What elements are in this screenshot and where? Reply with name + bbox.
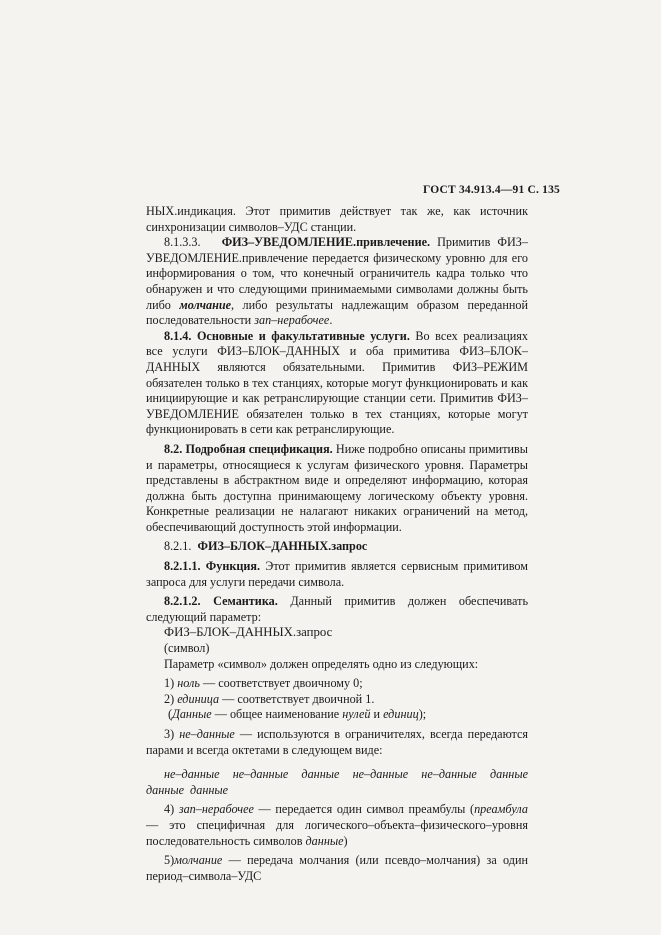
paragraph-text: Во всех реализациях все услуги ФИЗ–БЛОК–ДАННЫХ и оба примитива ФИЗ–БЛОК–ДАННЫХ являются обязательными. Примитив ФИЗ–РЕЖИМ обязателен только в тех станциях, которые могут функционировать и как инициирующие и как ретранслирующие станции сети. Примитив ФИЗ–УВЕДОМЛЕНИЕ обязателен только в тех станциях, которые могут функционировать в сети как ретранслирующие.	[146, 328, 528, 437]
paragraph-8-1-4	[146, 329, 528, 438]
list-term: единиц	[383, 707, 419, 722]
list-text: (	[168, 707, 173, 722]
list-text: — общее наименование	[211, 707, 343, 722]
section-title: ФИЗ–УВЕДОМЛЕНИЕ.привлечение.	[221, 235, 431, 250]
list-item-zero	[146, 676, 528, 692]
list-text: — соответствует двоичной 1.	[219, 691, 375, 706]
list-note	[146, 707, 528, 723]
list-item-one	[146, 692, 528, 708]
section-number: 8.1.3.3.	[164, 235, 201, 250]
term-idle: зап–нерабочее	[254, 313, 330, 328]
list-term: молчание	[174, 853, 223, 868]
paragraph-text: Ниже подробно описаны примитивы и параметры, относящиеся к услугам физического уровня. Параметры представлены в абстрактном виде и определяют информацию, которая должна быть доступна принимающему логическому объекту уровня. Конкретные реализации не налагают никаких ограничений на метод, обеспечивающий доступность этой информации.	[146, 441, 528, 534]
list-number: 3)	[164, 727, 180, 741]
paragraph-8-2-1-1	[146, 559, 528, 590]
primitive-name: ФИЗ–БЛОК–ДАННЫХ.запрос	[164, 625, 333, 640]
section-title: 8.2.1.1. Функция.	[164, 559, 261, 574]
document-body	[146, 204, 528, 884]
list-number: 2)	[164, 691, 178, 706]
heading-8-2-1	[146, 539, 528, 555]
list-text: );	[418, 707, 427, 722]
list-text: — соответствует двоичному 0;	[199, 676, 363, 691]
list-term: данные	[305, 833, 344, 848]
list-text: — передается один символ преамбулы (	[253, 802, 475, 817]
section-title: 8.2. Подробная спецификация.	[164, 441, 333, 456]
list-term: Данные	[172, 707, 212, 722]
paragraph-8-2-1-2	[146, 594, 528, 625]
page-header: ГОСТ 34.913.4—91 С. 135	[423, 184, 560, 196]
list-item-non-data	[146, 727, 528, 758]
list-number: 5)	[164, 853, 175, 868]
paragraph-text: Данный примитив должен обеспечивать следующий параметр:	[146, 594, 529, 624]
list-term: нулей	[342, 707, 371, 722]
parameter-description: Параметр «символ» должен определять одно из следующих:	[164, 656, 479, 671]
section-title: 8.1.4. Основные и факультативные услуги.	[164, 328, 410, 343]
paragraph-8-2	[146, 442, 528, 536]
list-item-idle	[146, 802, 528, 849]
list-item-silence	[146, 853, 528, 884]
list-text: — это специфичная для логического–объекта–физического–уровня последовательность символов	[146, 817, 528, 848]
list-term: ноль	[177, 676, 200, 691]
octet-sequence: не–данные не–данные данные не–данные не–данные данные данные данные	[146, 767, 528, 797]
list-term: единица	[177, 691, 220, 706]
list-text: )	[343, 833, 348, 848]
paragraph-continuation: НЫХ.индикация. Этот примитив действует так же, как источник синхронизации символов–УДС станции.	[146, 204, 528, 234]
section-number: 8.2.1.	[164, 539, 192, 554]
list-text: — передача молчания (или псевдо–молчания) за один период–символа–УДС	[146, 853, 528, 883]
section-title: 8.2.1.2. Семантика.	[164, 594, 278, 609]
paragraph-8-1-3-3	[146, 235, 528, 329]
list-term: не–данные	[179, 727, 235, 741]
paragraph-text: .	[329, 313, 333, 328]
section-title: ФИЗ–БЛОК–ДАННЫХ.запрос	[197, 539, 368, 554]
list-term: преамбула	[474, 802, 528, 817]
list-text: — используются в ограничителях, всегда передаются парами и всегда октетами в следующем виде:	[146, 727, 528, 757]
list-term: зап–нерабочее	[178, 802, 254, 817]
paragraph-text: Примитив ФИЗ–УВЕДОМЛЕНИЕ.привлечение передается физическому уровню для его информирования о том, что конечный ограничитель кадра только что обнаружен и что следующими принимаемыми символами должны быть либо	[146, 235, 529, 312]
paragraph-text: Этот примитив является сервисным примитивом запроса для услуги передачи символа.	[146, 559, 529, 589]
list-number: 1)	[164, 676, 178, 691]
primitive-parameter: (символ)	[164, 641, 210, 656]
list-text: и	[370, 707, 384, 722]
paragraph-text: , либо результаты надлежащим образом переданной последовательности	[146, 297, 528, 328]
term-silence: молчание	[179, 297, 232, 312]
list-number: 4)	[164, 802, 179, 817]
